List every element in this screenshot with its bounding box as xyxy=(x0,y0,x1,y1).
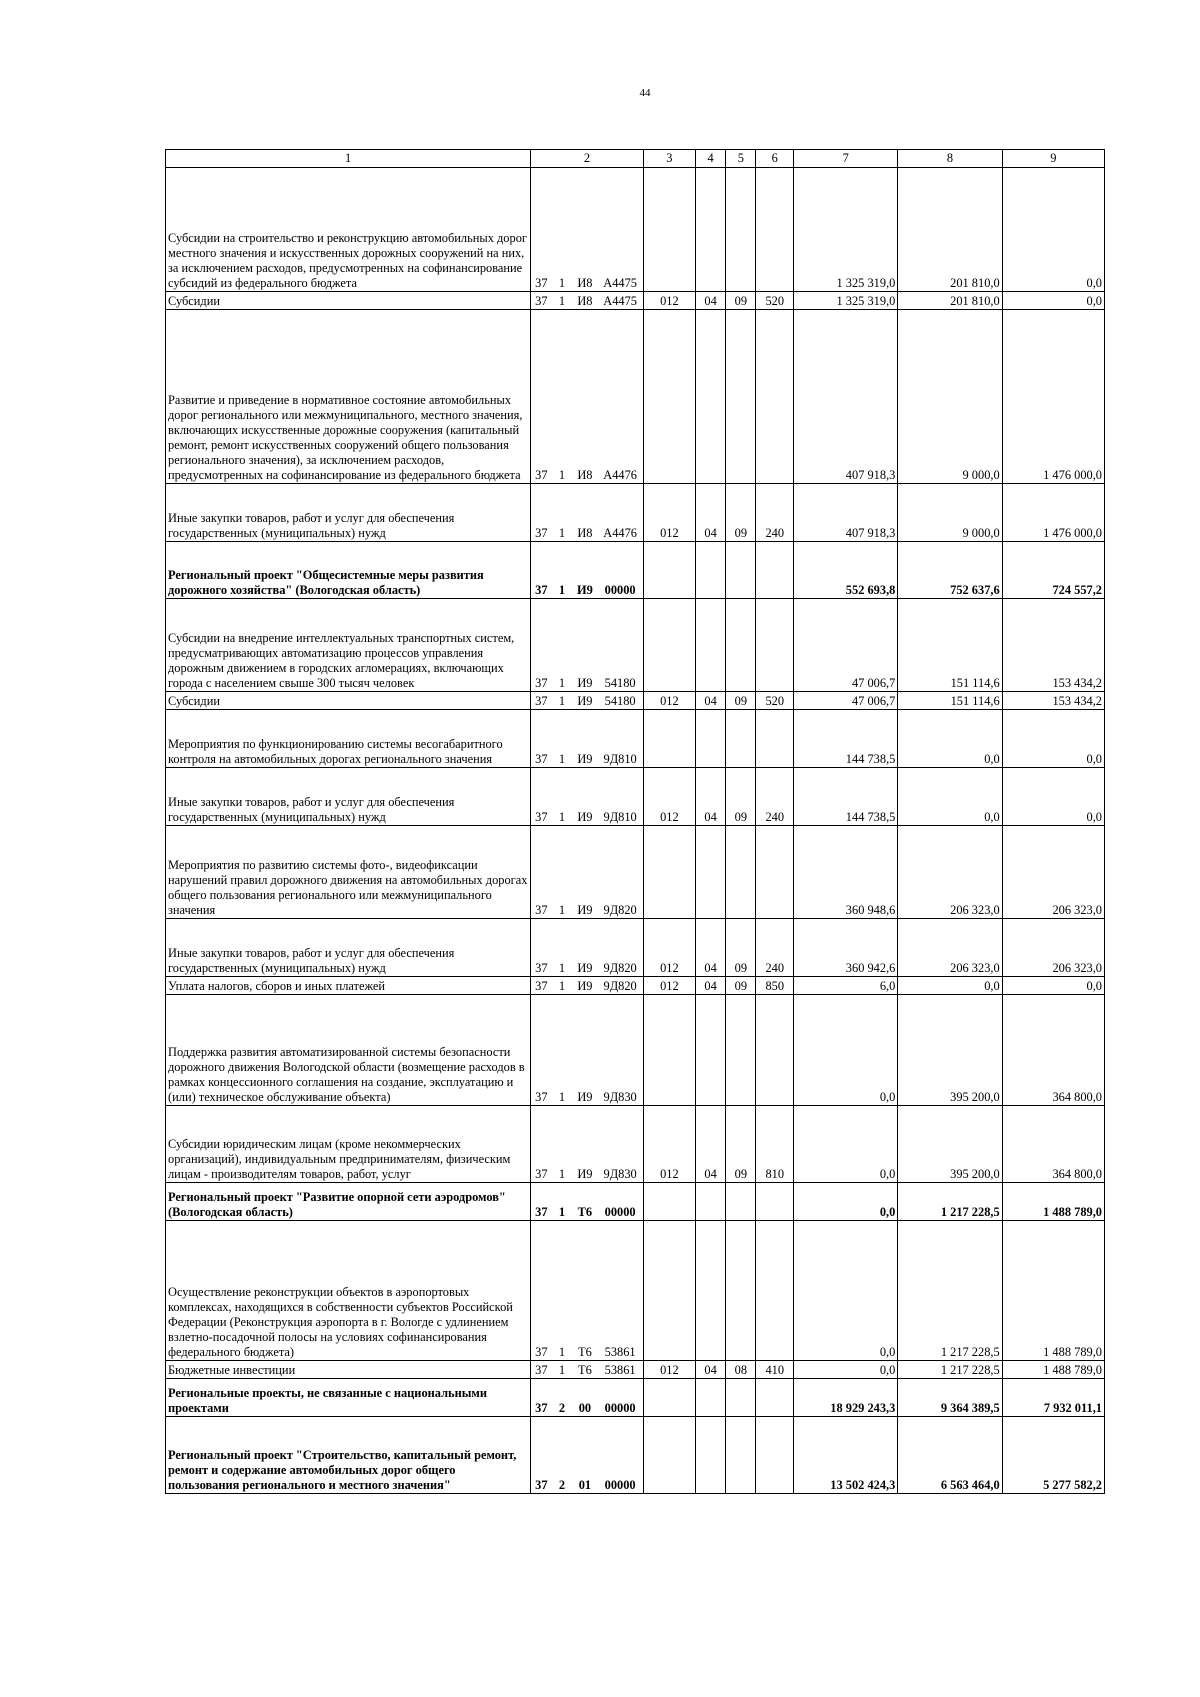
table-row xyxy=(166,1361,1105,1379)
col-9-value: 0,0 xyxy=(1002,977,1104,995)
col-7-value: 0,0 xyxy=(794,1106,898,1183)
col-6-value: 810 xyxy=(756,1106,794,1183)
code-part-3: И8 xyxy=(572,484,597,542)
row-name: Иные закупки товаров, работ и услуг для обеспечения государственных (муниципальных) нужд xyxy=(166,919,531,977)
col-3-value xyxy=(643,1221,695,1361)
row-name: Бюджетные инвестиции xyxy=(166,1361,531,1379)
col-9-value: 0,0 xyxy=(1002,168,1104,292)
col-4-value xyxy=(695,1221,725,1361)
col-7-value: 407 918,3 xyxy=(794,310,898,484)
code-part-1: 37 xyxy=(531,292,552,310)
code-part-3: Т6 xyxy=(572,1221,597,1361)
col-9-value: 206 323,0 xyxy=(1002,826,1104,919)
col-3-value: 012 xyxy=(643,768,695,826)
col-7-value: 13 502 424,3 xyxy=(794,1417,898,1494)
col-6-value: 240 xyxy=(756,768,794,826)
row-name: Поддержка развития автоматизированной системы безопасности дорожного движения Вологодской области (возмещение расходов в рамках концессионного соглашения на создание, эксплуатацию и (или) техническое обслуживание объекта) xyxy=(166,995,531,1106)
col-7-value: 552 693,8 xyxy=(794,542,898,599)
code-part-1: 37 xyxy=(531,1361,552,1379)
col-7-value: 144 738,5 xyxy=(794,710,898,768)
code-part-1: 37 xyxy=(531,168,552,292)
code-part-4: А4475 xyxy=(597,292,643,310)
col-8-value: 1 217 228,5 xyxy=(898,1361,1002,1379)
code-part-1: 37 xyxy=(531,1183,552,1221)
code-part-3: И8 xyxy=(572,310,597,484)
col-8-value: 9 364 389,5 xyxy=(898,1379,1002,1417)
code-part-4: А4476 xyxy=(597,310,643,484)
col-5-value: 09 xyxy=(726,292,756,310)
code-part-3: И9 xyxy=(572,826,597,919)
code-part-4: 54180 xyxy=(597,599,643,692)
code-part-2: 1 xyxy=(552,168,573,292)
col-3-value: 012 xyxy=(643,1361,695,1379)
code-part-2: 1 xyxy=(552,1106,573,1183)
code-part-2: 1 xyxy=(552,995,573,1106)
code-part-1: 37 xyxy=(531,1106,552,1183)
table-row xyxy=(166,710,1105,768)
col-8-value: 1 217 228,5 xyxy=(898,1183,1002,1221)
col-5-value xyxy=(726,995,756,1106)
row-name: Уплата налогов, сборов и иных платежей xyxy=(166,977,531,995)
col-7-value: 1 325 319,0 xyxy=(794,292,898,310)
code-part-4: 9Д810 xyxy=(597,768,643,826)
col-8-value: 151 114,6 xyxy=(898,599,1002,692)
col-7-value: 0,0 xyxy=(794,1183,898,1221)
code-part-1: 37 xyxy=(531,919,552,977)
col-4-value xyxy=(695,168,725,292)
code-part-3: Т6 xyxy=(572,1361,597,1379)
col-5-value: 09 xyxy=(726,484,756,542)
row-name: Иные закупки товаров, работ и услуг для обеспечения государственных (муниципальных) нужд xyxy=(166,768,531,826)
code-part-1: 37 xyxy=(531,1417,552,1494)
header-col-3: 3 xyxy=(643,150,695,168)
col-3-value xyxy=(643,599,695,692)
code-part-1: 37 xyxy=(531,826,552,919)
col-3-value xyxy=(643,710,695,768)
col-9-value: 0,0 xyxy=(1002,292,1104,310)
col-8-value: 151 114,6 xyxy=(898,692,1002,710)
table-row xyxy=(166,1106,1105,1183)
col-4-value xyxy=(695,1183,725,1221)
table-row xyxy=(166,310,1105,484)
header-row xyxy=(166,150,1105,168)
code-part-4: 9Д820 xyxy=(597,826,643,919)
code-part-4: 9Д810 xyxy=(597,710,643,768)
col-4-value: 04 xyxy=(695,1106,725,1183)
col-5-value: 09 xyxy=(726,768,756,826)
col-7-value: 47 006,7 xyxy=(794,692,898,710)
col-3-value: 012 xyxy=(643,1106,695,1183)
code-part-3: И9 xyxy=(572,919,597,977)
col-8-value: 206 323,0 xyxy=(898,919,1002,977)
code-part-1: 37 xyxy=(531,599,552,692)
code-part-3: И9 xyxy=(572,995,597,1106)
row-name: Субсидии на внедрение интеллектуальных транспортных систем, предусматривающих автоматизацию процессов управления дорожным движением в городских агломерациях, включающих города с населением свыше 300 тысяч человек xyxy=(166,599,531,692)
col-9-value: 0,0 xyxy=(1002,710,1104,768)
code-part-3: И9 xyxy=(572,542,597,599)
col-4-value xyxy=(695,542,725,599)
row-name: Региональные проекты, не связанные с национальными проектами xyxy=(166,1379,531,1417)
col-3-value xyxy=(643,826,695,919)
code-part-3: И9 xyxy=(572,599,597,692)
col-7-value: 0,0 xyxy=(794,995,898,1106)
code-part-1: 37 xyxy=(531,310,552,484)
row-name: Мероприятия по функционированию системы весогабаритного контроля на автомобильных дорогах регионального значения xyxy=(166,710,531,768)
col-6-value xyxy=(756,542,794,599)
row-name: Региональный проект "Развитие опорной сети аэродромов" (Вологодская область) xyxy=(166,1183,531,1221)
table-row xyxy=(166,168,1105,292)
code-part-2: 1 xyxy=(552,768,573,826)
col-6-value: 410 xyxy=(756,1361,794,1379)
table-row xyxy=(166,1221,1105,1361)
code-part-2: 1 xyxy=(552,826,573,919)
code-part-2: 1 xyxy=(552,542,573,599)
table-row xyxy=(166,826,1105,919)
row-name: Региональный проект "Строительство, капитальный ремонт, ремонт и содержание автомобильных дорог общего пользования регионального и местного значения" xyxy=(166,1417,531,1494)
col-6-value xyxy=(756,710,794,768)
code-part-1: 37 xyxy=(531,768,552,826)
header-col-2: 2 xyxy=(531,150,644,168)
code-part-2: 1 xyxy=(552,710,573,768)
col-5-value: 09 xyxy=(726,692,756,710)
col-8-value: 0,0 xyxy=(898,977,1002,995)
code-part-2: 1 xyxy=(552,484,573,542)
code-part-3: 01 xyxy=(572,1417,597,1494)
col-8-value: 1 217 228,5 xyxy=(898,1221,1002,1361)
col-4-value xyxy=(695,1379,725,1417)
col-5-value xyxy=(726,542,756,599)
table-row xyxy=(166,542,1105,599)
col-3-value: 012 xyxy=(643,484,695,542)
col-9-value: 1 488 789,0 xyxy=(1002,1183,1104,1221)
col-6-value xyxy=(756,1379,794,1417)
col-6-value xyxy=(756,1417,794,1494)
code-part-1: 37 xyxy=(531,710,552,768)
col-7-value: 360 948,6 xyxy=(794,826,898,919)
col-5-value xyxy=(726,710,756,768)
col-8-value: 6 563 464,0 xyxy=(898,1417,1002,1494)
col-8-value: 9 000,0 xyxy=(898,484,1002,542)
code-part-4: А4475 xyxy=(597,168,643,292)
col-4-value xyxy=(695,310,725,484)
header-col-7: 7 xyxy=(794,150,898,168)
code-part-4: 54180 xyxy=(597,692,643,710)
table-row xyxy=(166,692,1105,710)
row-name: Мероприятия по развитию системы фото-, видеофиксации нарушений правил дорожного движения на автомобильных дорогах общего пользования регионального или межмуниципального значения xyxy=(166,826,531,919)
col-4-value xyxy=(695,599,725,692)
col-3-value xyxy=(643,995,695,1106)
col-7-value: 0,0 xyxy=(794,1361,898,1379)
col-3-value xyxy=(643,1417,695,1494)
col-6-value xyxy=(756,168,794,292)
col-5-value xyxy=(726,1379,756,1417)
col-4-value xyxy=(695,1417,725,1494)
col-6-value: 850 xyxy=(756,977,794,995)
code-part-2: 2 xyxy=(552,1379,573,1417)
col-6-value: 240 xyxy=(756,484,794,542)
col-5-value xyxy=(726,310,756,484)
code-part-4: 00000 xyxy=(597,542,643,599)
code-part-2: 1 xyxy=(552,292,573,310)
col-8-value: 206 323,0 xyxy=(898,826,1002,919)
code-part-2: 1 xyxy=(552,1361,573,1379)
table-row xyxy=(166,977,1105,995)
col-6-value xyxy=(756,826,794,919)
col-4-value: 04 xyxy=(695,1361,725,1379)
col-9-value: 5 277 582,2 xyxy=(1002,1417,1104,1494)
row-name: Иные закупки товаров, работ и услуг для обеспечения государственных (муниципальных) нужд xyxy=(166,484,531,542)
code-part-3: И8 xyxy=(572,292,597,310)
col-3-value xyxy=(643,1379,695,1417)
col-3-value: 012 xyxy=(643,919,695,977)
col-6-value xyxy=(756,1183,794,1221)
code-part-1: 37 xyxy=(531,484,552,542)
col-6-value: 520 xyxy=(756,292,794,310)
code-part-4: 9Д830 xyxy=(597,995,643,1106)
col-4-value: 04 xyxy=(695,977,725,995)
table-row xyxy=(166,1183,1105,1221)
code-part-2: 2 xyxy=(552,1417,573,1494)
table-row xyxy=(166,599,1105,692)
col-5-value: 09 xyxy=(726,977,756,995)
table-row xyxy=(166,484,1105,542)
col-5-value xyxy=(726,599,756,692)
code-part-3: И9 xyxy=(572,692,597,710)
row-name: Субсидии на строительство и реконструкцию автомобильных дорог местного значения и искусственных дорожных сооружений на них, за исключением расходов, предусмотренных на софинансирование субсидий из федерального бюджета xyxy=(166,168,531,292)
table-row xyxy=(166,919,1105,977)
row-name: Осуществление реконструкции объектов в аэропортовых комплексах, находящихся в собственности субъектов Российской Федерации (Реконструкция аэропорта в г. Вологде с удлинением взлетно-посадочной полосы на условиях софинансирования федерального бюджета) xyxy=(166,1221,531,1361)
col-6-value: 240 xyxy=(756,919,794,977)
table-row xyxy=(166,995,1105,1106)
col-3-value xyxy=(643,310,695,484)
col-6-value xyxy=(756,310,794,484)
col-8-value: 0,0 xyxy=(898,768,1002,826)
col-9-value: 364 800,0 xyxy=(1002,1106,1104,1183)
col-9-value: 1 488 789,0 xyxy=(1002,1221,1104,1361)
col-3-value: 012 xyxy=(643,977,695,995)
code-part-4: А4476 xyxy=(597,484,643,542)
col-7-value: 144 738,5 xyxy=(794,768,898,826)
col-8-value: 201 810,0 xyxy=(898,292,1002,310)
code-part-2: 1 xyxy=(552,599,573,692)
col-5-value xyxy=(726,1221,756,1361)
code-part-3: И9 xyxy=(572,1106,597,1183)
col-3-value: 012 xyxy=(643,292,695,310)
page-number: 44 xyxy=(639,87,651,99)
col-5-value: 09 xyxy=(726,919,756,977)
col-9-value: 0,0 xyxy=(1002,768,1104,826)
code-part-3: Т6 xyxy=(572,1183,597,1221)
budget-table xyxy=(165,149,1105,1494)
row-name: Субсидии xyxy=(166,692,531,710)
col-4-value: 04 xyxy=(695,292,725,310)
code-part-3: И9 xyxy=(572,977,597,995)
code-part-2: 1 xyxy=(552,1183,573,1221)
col-6-value xyxy=(756,1221,794,1361)
col-3-value xyxy=(643,542,695,599)
code-part-2: 1 xyxy=(552,692,573,710)
col-3-value xyxy=(643,168,695,292)
code-part-2: 1 xyxy=(552,977,573,995)
code-part-1: 37 xyxy=(531,977,552,995)
col-9-value: 153 434,2 xyxy=(1002,692,1104,710)
col-9-value: 153 434,2 xyxy=(1002,599,1104,692)
col-4-value xyxy=(695,710,725,768)
col-5-value: 09 xyxy=(726,1106,756,1183)
col-6-value xyxy=(756,599,794,692)
col-9-value: 7 932 011,1 xyxy=(1002,1379,1104,1417)
col-3-value xyxy=(643,1183,695,1221)
col-7-value: 1 325 319,0 xyxy=(794,168,898,292)
code-part-4: 53861 xyxy=(597,1361,643,1379)
header-col-8: 8 xyxy=(898,150,1002,168)
code-part-3: И9 xyxy=(572,768,597,826)
header-col-1: 1 xyxy=(166,150,531,168)
col-9-value: 364 800,0 xyxy=(1002,995,1104,1106)
col-4-value: 04 xyxy=(695,484,725,542)
col-5-value xyxy=(726,826,756,919)
col-8-value: 752 637,6 xyxy=(898,542,1002,599)
code-part-1: 37 xyxy=(531,995,552,1106)
col-5-value xyxy=(726,168,756,292)
col-4-value xyxy=(695,826,725,919)
code-part-3: И8 xyxy=(572,168,597,292)
col-4-value: 04 xyxy=(695,692,725,710)
col-7-value: 360 942,6 xyxy=(794,919,898,977)
row-name: Развитие и приведение в нормативное состояние автомобильных дорог регионального или межмуниципального, местного значения, включающих искусственные дорожные сооружения (капитальный ремонт, ремонт искусственных сооружений общего пользования регионального значения), за исключением расходов, предусмотренных на софинансирование из федерального бюджета xyxy=(166,310,531,484)
code-part-1: 37 xyxy=(531,1379,552,1417)
code-part-4: 53861 xyxy=(597,1221,643,1361)
col-4-value: 04 xyxy=(695,919,725,977)
code-part-1: 37 xyxy=(531,1221,552,1361)
col-5-value xyxy=(726,1183,756,1221)
header-col-4: 4 xyxy=(695,150,725,168)
table-row xyxy=(166,1417,1105,1494)
code-part-3: И9 xyxy=(572,710,597,768)
col-7-value: 0,0 xyxy=(794,1221,898,1361)
code-part-1: 37 xyxy=(531,542,552,599)
code-part-3: 00 xyxy=(572,1379,597,1417)
col-5-value xyxy=(726,1417,756,1494)
code-part-4: 9Д820 xyxy=(597,919,643,977)
col-9-value: 1 488 789,0 xyxy=(1002,1361,1104,1379)
col-4-value: 04 xyxy=(695,768,725,826)
code-part-4: 9Д820 xyxy=(597,977,643,995)
code-part-4: 9Д830 xyxy=(597,1106,643,1183)
row-name: Региональный проект "Общесистемные меры развития дорожного хозяйства" (Вологодская область) xyxy=(166,542,531,599)
col-3-value: 012 xyxy=(643,692,695,710)
col-6-value xyxy=(756,995,794,1106)
col-7-value: 407 918,3 xyxy=(794,484,898,542)
col-9-value: 1 476 000,0 xyxy=(1002,484,1104,542)
col-8-value: 9 000,0 xyxy=(898,310,1002,484)
table-row xyxy=(166,292,1105,310)
col-5-value: 08 xyxy=(726,1361,756,1379)
col-8-value: 395 200,0 xyxy=(898,995,1002,1106)
col-8-value: 395 200,0 xyxy=(898,1106,1002,1183)
table-row xyxy=(166,1379,1105,1417)
col-8-value: 0,0 xyxy=(898,710,1002,768)
code-part-2: 1 xyxy=(552,919,573,977)
col-7-value: 47 006,7 xyxy=(794,599,898,692)
header-col-6: 6 xyxy=(756,150,794,168)
header-col-9: 9 xyxy=(1002,150,1104,168)
col-8-value: 201 810,0 xyxy=(898,168,1002,292)
col-9-value: 724 557,2 xyxy=(1002,542,1104,599)
code-part-4: 00000 xyxy=(597,1183,643,1221)
table-row xyxy=(166,768,1105,826)
col-4-value xyxy=(695,995,725,1106)
header-col-5: 5 xyxy=(726,150,756,168)
col-7-value: 18 929 243,3 xyxy=(794,1379,898,1417)
row-name: Субсидии юридическим лицам (кроме некоммерческих организаций), индивидуальным предпринимателям, физическим лицам - производителям товаров, работ, услуг xyxy=(166,1106,531,1183)
col-7-value: 6,0 xyxy=(794,977,898,995)
row-name: Субсидии xyxy=(166,292,531,310)
code-part-1: 37 xyxy=(531,692,552,710)
col-9-value: 1 476 000,0 xyxy=(1002,310,1104,484)
code-part-4: 00000 xyxy=(597,1417,643,1494)
col-6-value: 520 xyxy=(756,692,794,710)
code-part-4: 00000 xyxy=(597,1379,643,1417)
code-part-2: 1 xyxy=(552,1221,573,1361)
col-9-value: 206 323,0 xyxy=(1002,919,1104,977)
code-part-2: 1 xyxy=(552,310,573,484)
